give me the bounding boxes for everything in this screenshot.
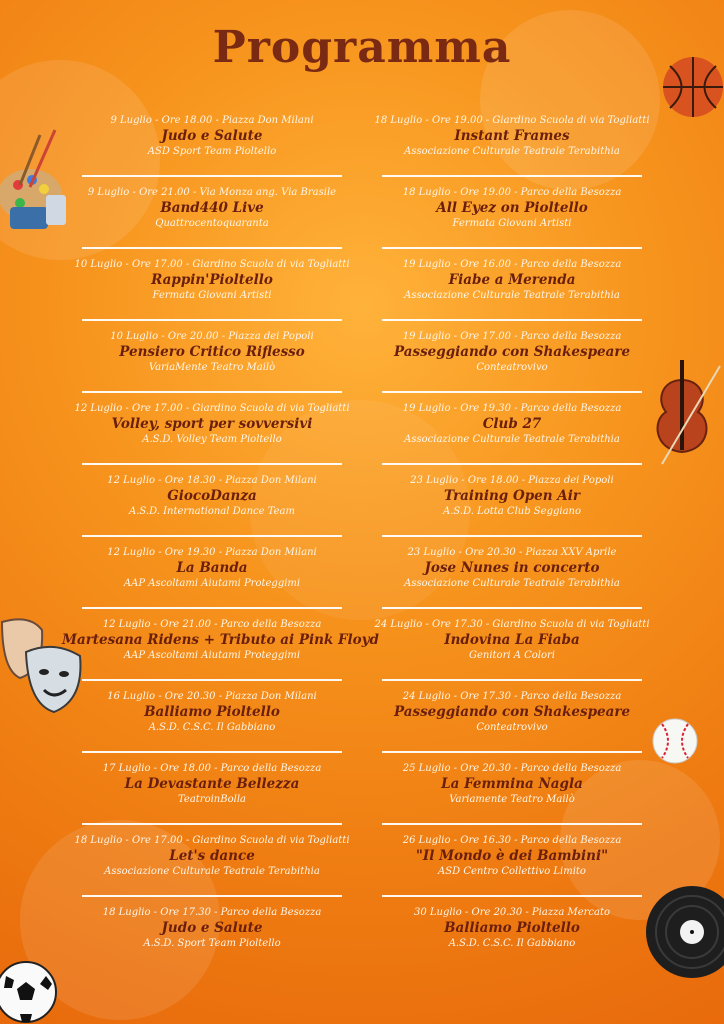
event-date-time-place: 10 Luglio - Ore 20.00 - Piazza dei Popoli [110,331,314,342]
event-organizer: Genitori A Colori [468,650,555,661]
event-entry [62,186,362,242]
event-divider [82,823,342,825]
event-date-time-place: 10 Luglio - Ore 17.00 - Giardino Scuola di via Togliatti [74,259,350,270]
event-date-time-place: 12 Luglio - Ore 18.30 - Piazza Don Milani [107,475,317,486]
event-organizer: ASD Sport Team Pioltello [147,146,277,157]
event-date-time-place: 19 Luglio - Ore 19.30 - Parco della Besozza [402,403,622,414]
event-divider [382,607,642,609]
event-date-time-place: 19 Luglio - Ore 16.00 - Parco della Besozza [402,259,622,270]
event-entry [362,258,662,314]
event-divider [82,607,342,609]
event-date-time-place: 9 Luglio - Ore 21.00 - Via Monza ang. Via Brasile [87,187,337,198]
event-title: Judo e Salute [161,128,263,144]
event-date-time-place: 12 Luglio - Ore 21.00 - Parco della Besozza [102,619,322,630]
event-date-time-place: 18 Luglio - Ore 17.30 - Parco della Besozza [102,907,322,918]
page-title: Programma [212,22,512,73]
event-entry [62,690,362,746]
event-title: Rappin'Pioltello [151,272,273,288]
event-title: Martesana Ridens + Tributo ai Pink Floyd [62,632,379,648]
event-title: Band440 Live [160,200,264,216]
event-organizer: A.S.D. Sport Team Pioltello [143,938,281,949]
event-entry [62,834,362,890]
event-entry [62,906,362,962]
event-divider [82,463,342,465]
event-divider [382,463,642,465]
event-divider [82,175,342,177]
event-organizer: Associazione Culturale Teatrale Terabithia [404,434,620,445]
event-organizer: TeatroinBolla [178,794,246,805]
event-entry [362,186,662,242]
event-organizer: ASD Centro Collettivo Limito [438,866,586,877]
event-title: Training Open Air [444,488,580,504]
event-entry [362,762,662,818]
event-date-time-place: 18 Luglio - Ore 17.00 - Giardino Scuola di via Togliatti [74,835,350,846]
event-entry [62,258,362,314]
event-title: Volley, sport per sovversivi [111,416,313,432]
event-title: Let's dance [169,848,255,864]
event-entry [362,834,662,890]
event-entry [62,546,362,602]
event-organizer: A.S.D. International Dance Team [129,506,295,517]
event-organizer: A.S.D. Lotta Club Seggiano [443,506,581,517]
event-divider [382,319,642,321]
event-divider [382,535,642,537]
event-entry [362,114,662,170]
event-organizer: AAP Ascoltami Aiutami Proteggimi [123,578,301,589]
event-title: Pensiero Critico Riflesso [119,344,305,360]
event-organizer: Conteatrovivo [476,722,548,733]
event-organizer: A.S.D. Volley Team Pioltello [142,434,282,445]
event-date-time-place: 12 Luglio - Ore 17.00 - Giardino Scuola di via Togliatti [74,403,350,414]
event-date-time-place: 9 Luglio - Ore 18.00 - Piazza Don Milani [110,115,314,126]
event-organizer: Quattrocentoquaranta [155,218,269,229]
soccer-ball-icon [0,958,58,1024]
event-title: Jose Nunes in concerto [424,560,600,576]
event-date-time-place: 12 Luglio - Ore 19.30 - Piazza Don Milani [107,547,317,558]
event-title: GiocoDanza [167,488,257,504]
event-divider [382,175,642,177]
event-organizer: Variamente Teatro Mailò [449,794,575,805]
event-organizer: Fermata Giovani Artisti [152,290,272,301]
event-title: All Eyez on Pioltello [436,200,588,216]
event-date-time-place: 19 Luglio - Ore 17.00 - Parco della Besozza [402,331,622,342]
violin-icon [642,360,724,470]
theater-masks-icon [0,612,86,722]
event-divider [82,679,342,681]
baseball-icon [652,718,698,764]
event-title: Passeggiando con Shakespeare [393,704,631,720]
event-entry [362,690,662,746]
event-entry [362,402,662,458]
event-date-time-place: 24 Luglio - Ore 17.30 - Parco della Besozza [402,691,622,702]
event-date-time-place: 24 Luglio - Ore 17.30 - Giardino Scuola di via Togliatti [374,619,650,630]
event-date-time-place: 23 Luglio - Ore 20.30 - Piazza XXV Aprile [407,547,617,558]
event-divider [382,391,642,393]
event-divider [382,823,642,825]
event-entry [62,474,362,530]
event-organizer: Associazione Culturale Teatrale Terabithia [104,866,320,877]
event-title: Judo e Salute [161,920,263,936]
event-entry [362,618,662,674]
event-divider [82,319,342,321]
event-organizer: Conteatrovivo [476,362,548,373]
event-divider [382,751,642,753]
event-organizer: A.S.D. C.S.C. Il Gabbiano [448,938,576,949]
event-date-time-place: 17 Luglio - Ore 18.00 - Parco della Besozza [102,763,322,774]
event-divider [382,895,642,897]
event-title: "Il Mondo è dei Bambini" [415,848,609,864]
event-entry [362,474,662,530]
event-title: Passeggiando con Shakespeare [393,344,631,360]
event-organizer: Associazione Culturale Teatrale Terabithia [404,578,620,589]
event-date-time-place: 23 Luglio - Ore 18.00 - Piazza dei Popoli [410,475,614,486]
event-date-time-place: 18 Luglio - Ore 19.00 - Giardino Scuola di via Togliatti [374,115,650,126]
event-entry [62,618,379,674]
program-column-right [362,110,662,962]
event-entry [62,114,362,170]
event-title: La Devastante Bellezza [124,776,300,792]
paint-palette-icon [0,125,84,245]
event-divider [82,391,342,393]
event-entry [362,546,662,602]
event-organizer: VariaMente Teatro Mailò [148,362,276,373]
event-date-time-place: 30 Luglio - Ore 20.30 - Piazza Mercato [413,907,611,918]
event-entry [62,330,362,386]
event-title: Balliamo Pioltello [444,920,580,936]
event-divider [82,535,342,537]
event-divider [82,751,342,753]
program-column-left [62,110,379,962]
event-divider [82,247,342,249]
event-organizer: Associazione Culturale Teatrale Terabithia [404,290,620,301]
event-organizer: Fermata Giovani Artisti [452,218,572,229]
event-entry [362,906,662,962]
event-divider [82,895,342,897]
event-organizer: AAP Ascoltami Aiutami Proteggimi [123,650,301,661]
event-title: Balliamo Pioltello [144,704,280,720]
event-divider [382,679,642,681]
event-date-time-place: 18 Luglio - Ore 19.00 - Parco della Besozza [402,187,622,198]
event-title: Club 27 [482,416,542,432]
vinyl-record-icon [644,882,724,982]
event-date-time-place: 16 Luglio - Ore 20.30 - Piazza Don Milani [107,691,317,702]
event-title: Fiabe a Merenda [448,272,576,288]
event-organizer: A.S.D. C.S.C. Il Gabbiano [148,722,276,733]
event-title: La Femmina Nagla [441,776,583,792]
event-date-time-place: 25 Luglio - Ore 20.30 - Parco della Besozza [402,763,622,774]
event-title: Indovina La Fiaba [444,632,580,648]
basketball-icon [662,56,724,118]
event-date-time-place: 26 Luglio - Ore 16.30 - Parco della Besozza [402,835,622,846]
event-entry [62,762,362,818]
event-title: Instant Frames [454,128,570,144]
event-organizer: Associazione Culturale Teatrale Terabithia [404,146,620,157]
event-entry [362,330,662,386]
event-entry [62,402,362,458]
event-divider [382,247,642,249]
event-title: La Banda [176,560,248,576]
